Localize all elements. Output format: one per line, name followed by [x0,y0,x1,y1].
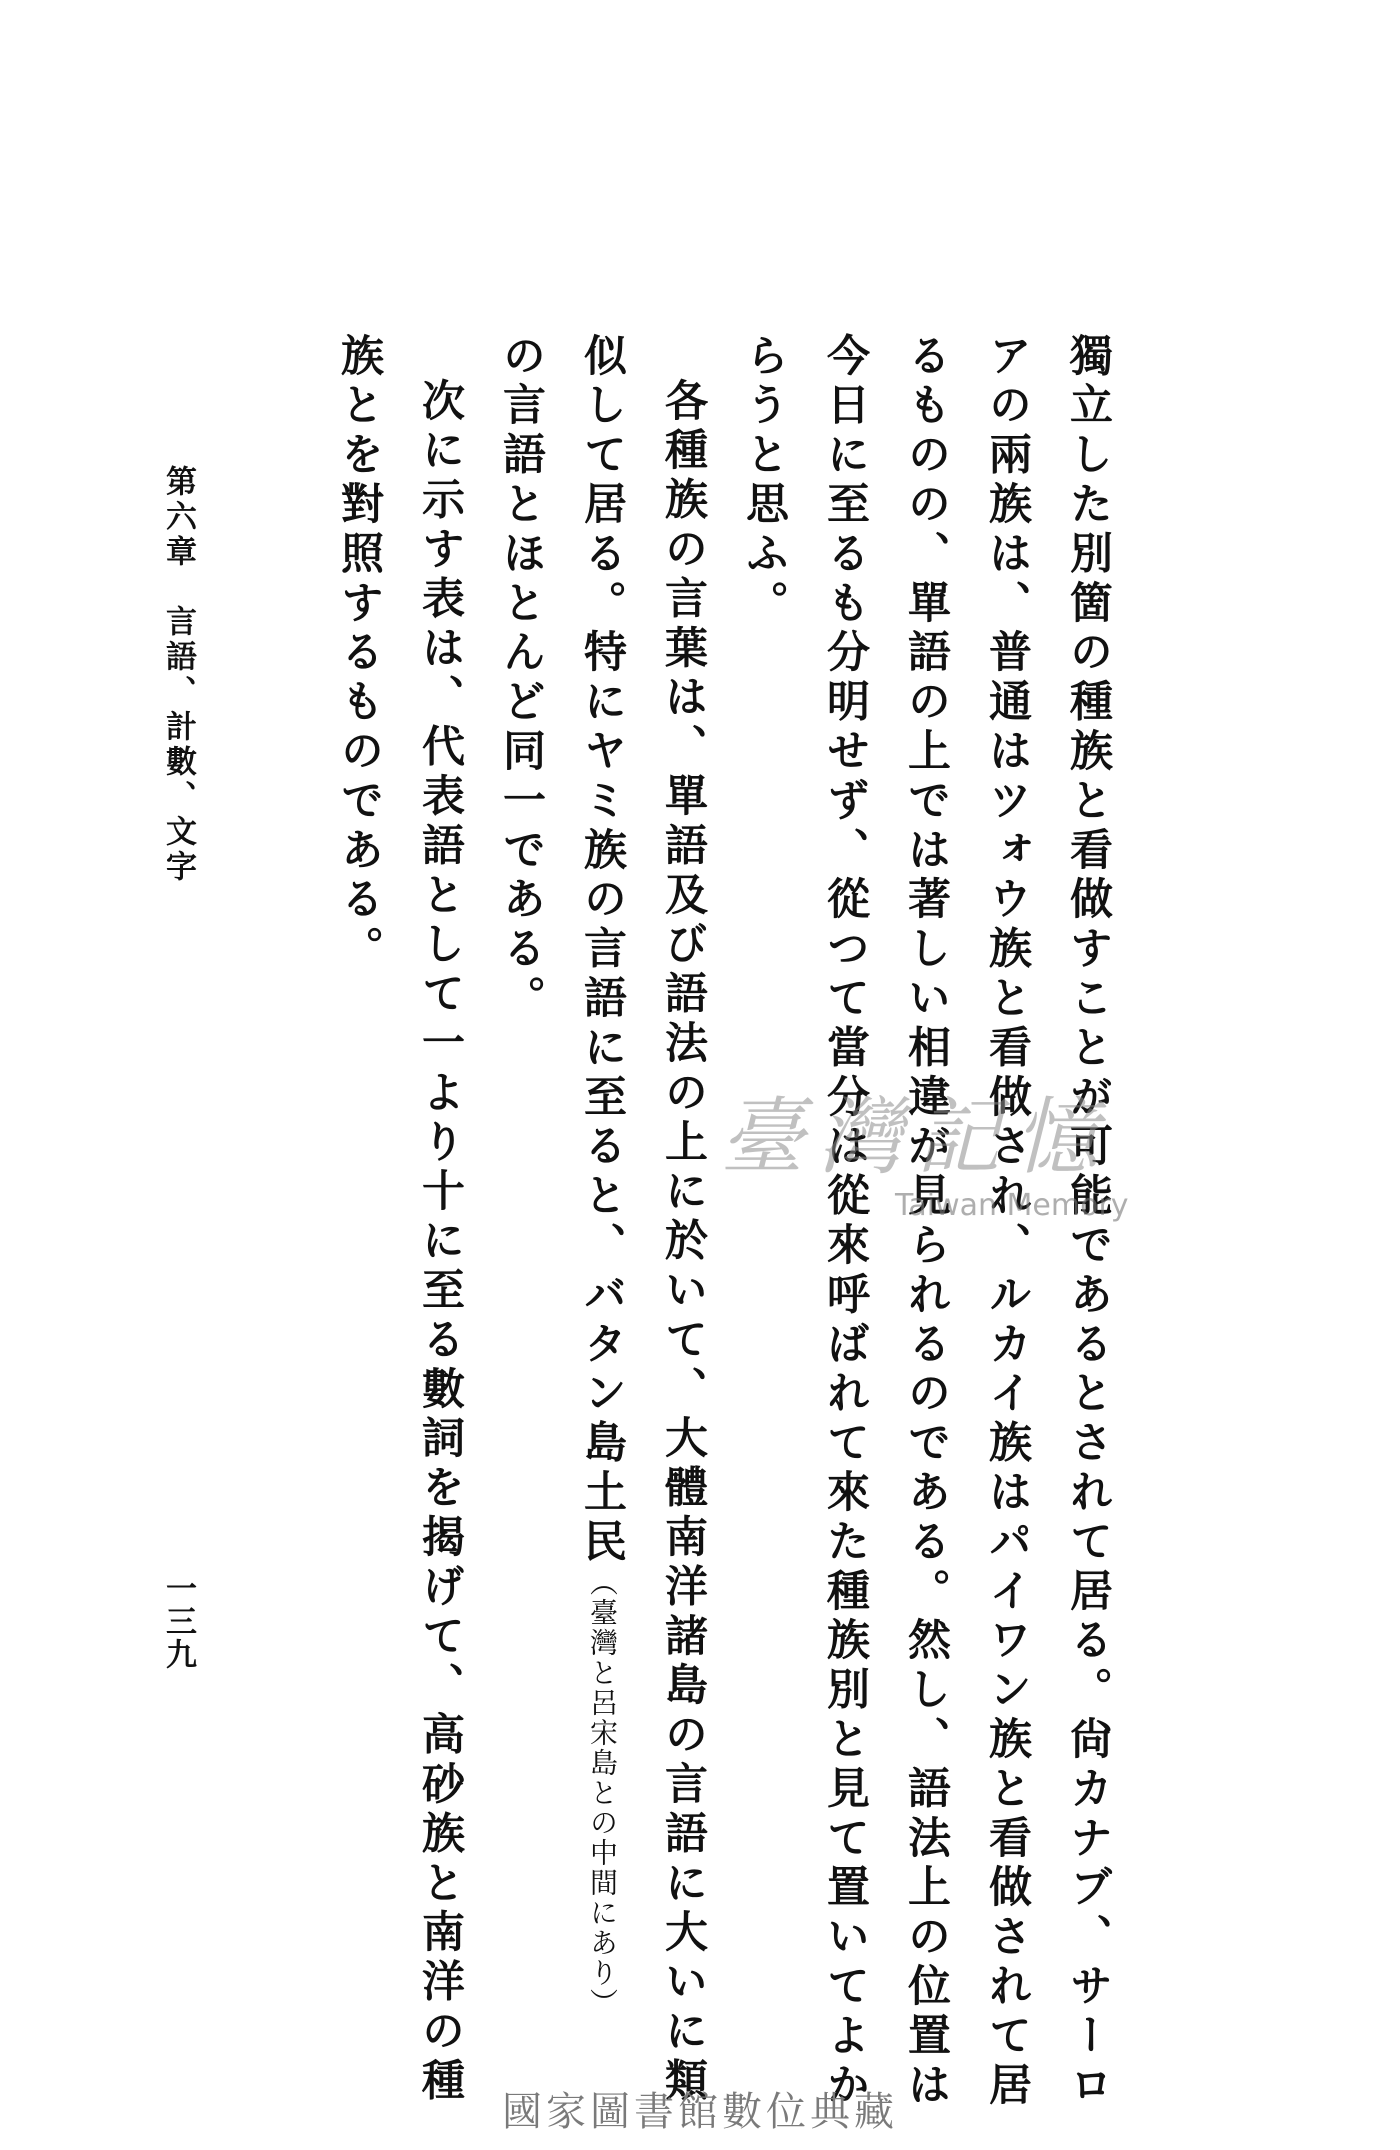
body-column-10: 族とを對照するものである。 [334,333,384,976]
watermark-subtitle: Taiwan Memory [895,1188,1129,1223]
body-column-6: 各種族の言葉は、單語及び語法の上に於いて、大體南洋諸島の言語に大いに類 [658,378,708,2107]
running-head: 第六章 言語、計數、文字 [160,465,196,885]
watermark [720,1070,1200,1223]
body-column-4: 今日に至るも分明せず、從つて當分は從來呼ばれて來た種族別と見て置いてよか [820,333,870,2112]
body-column-3: るものの、單語の上では著しい相違が見られるのである。然し、語法上の位置は [901,333,951,2112]
body-column-5: らうと思ふ。 [739,333,789,630]
page-number: 一三九 [160,1572,196,1671]
watermark-title: 臺灣記憶 [720,1088,1113,1186]
body-column-1: 獨立した別箇の種族と看做すことが可能であるとされて居る。尙カナブ、サーロ [1063,333,1113,2112]
body-column-7-text: 似して居る。特にヤミ族の言語に至ると、バタン島土民 [577,333,627,1568]
body-column-8: の言語とほとんど同一である。 [496,333,546,1025]
body-column-9: 次に示す表は、代表語として一より十に至る數詞を揭げて、高砂族と南洋の種 [415,378,465,2107]
body-column-2: アの兩族は、普通はツォウ族と看做され、ルカイ族はパイワン族と看做されて居 [982,333,1032,2112]
body-column-7 [577,333,627,2018]
inline-note: （臺灣と呂宋島との中間にあり） [586,1568,619,2018]
footer-credit: 國家圖書館數位典藏 [502,2089,898,2135]
